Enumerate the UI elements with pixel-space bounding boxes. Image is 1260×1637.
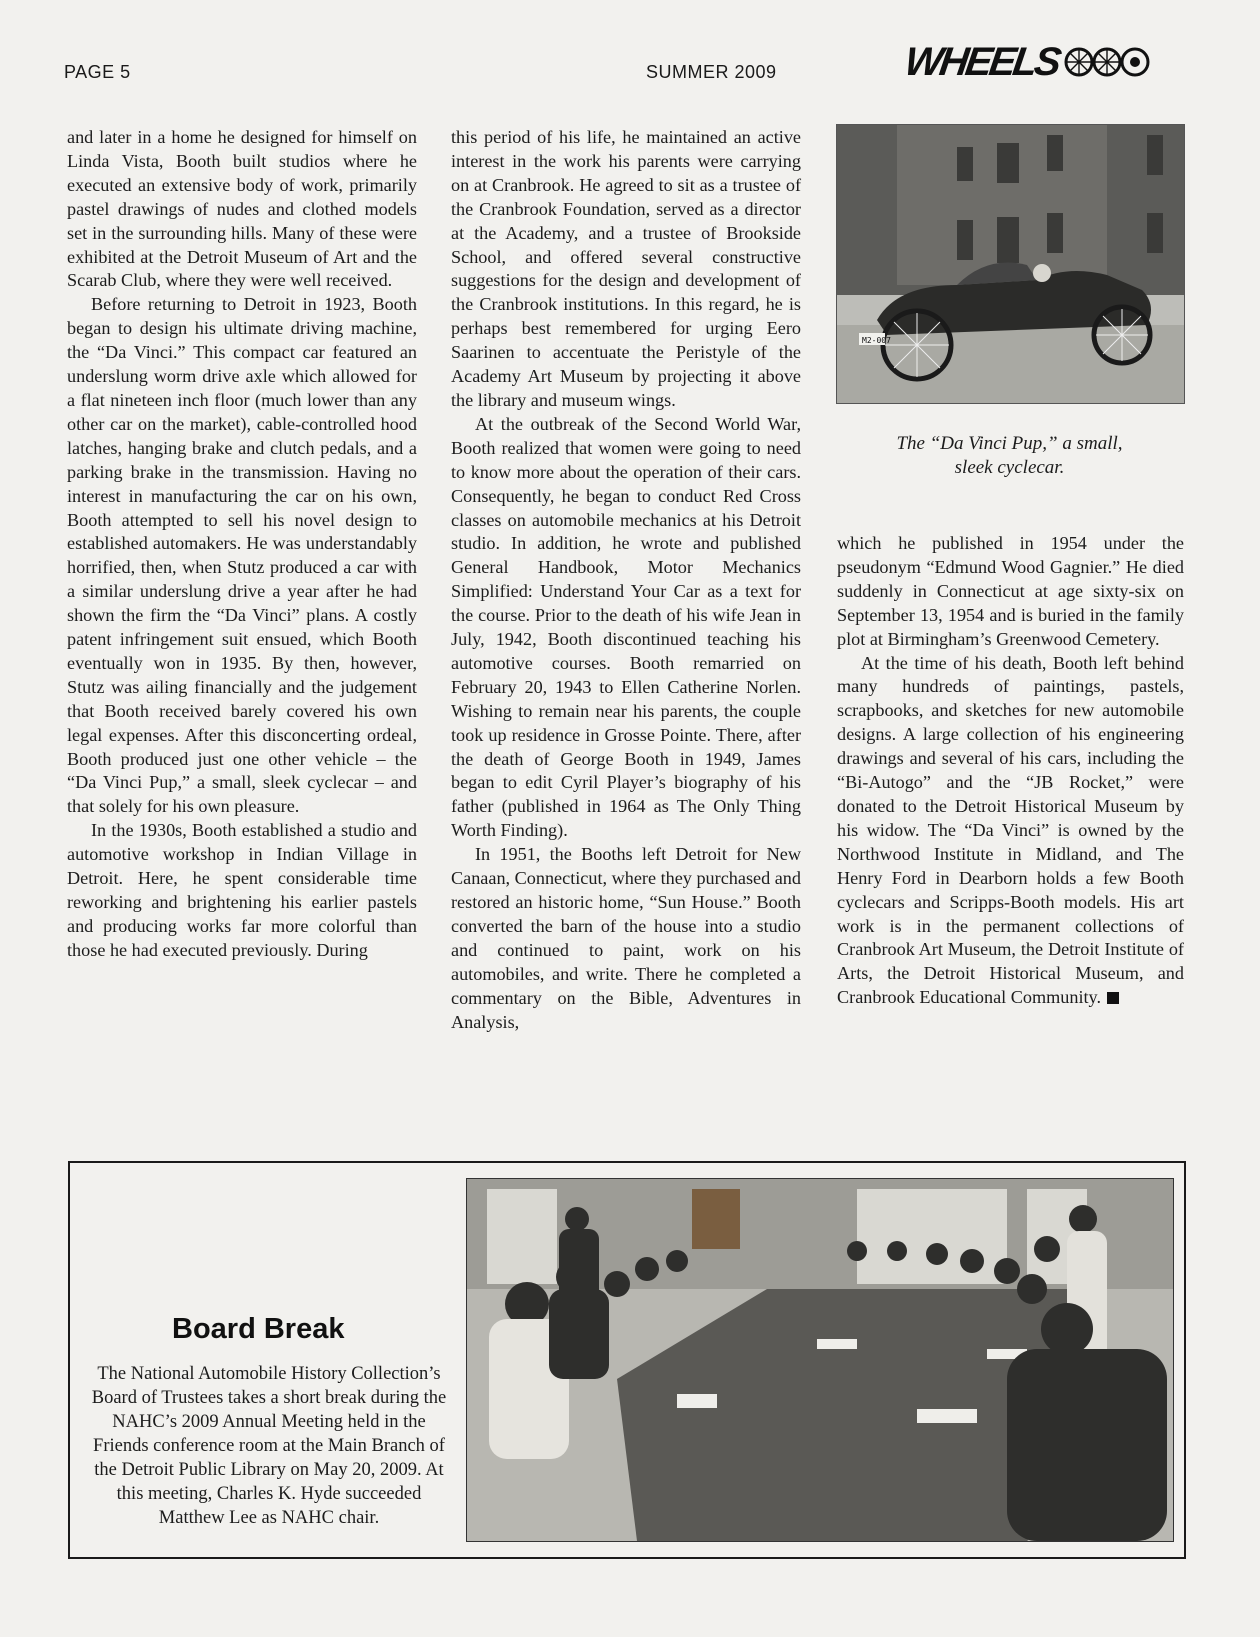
issue-date: SUMMER 2009 (646, 62, 777, 82)
article-column-3 (837, 532, 1184, 1010)
paragraph: and later in a home he designed for himself on Linda Vista, Booth built studios where he executed an extensive body of work, primarily pastel drawings of nudes and clothed models set in the surrounding hills. Many of these were exhibited at the Detroit Museum of Art and the Scarab Club, where they were well received. (67, 127, 417, 291)
paragraph-with-end-mark (837, 652, 1184, 1011)
masthead (901, 39, 1175, 84)
paragraph: this period of his life, he maintained an active interest in the work his parents were carrying on at Cranbrook. He agreed to sit as a trustee of the Cranbrook Foundation, served as a director at the Academy, and a trustee of Brookside School, and offered several constructive suggestions for the design and development of the Cranbrook institutions. In this regard, he is perhaps best remembered for urging Eero Saarinen to accentuate the Peristyle of the Academy Art Museum by projecting it above the library and museum wings. (451, 127, 801, 410)
paragraph: Before returning to Detroit in 1923, Booth began to design his ultimate driving machine, the “Da Vinci.” This compact car featured an underslung worm drive axle which allowed for a flat nineteen inch floor (much lower than any other car on the market), cable-controlled hood latches, hanging brake and clutch pedals, and a parking brake in the transmission. Having no interest in manufacturing the car on his own, Booth attempted to sell his novel design to established automakers. He was understandably horrified, then, when Stutz produced a car with a similar underslung drive a year after he had shown the firm the “Da Vinci” plans. A costly patent infringement suit ensued, which Booth eventually won in 1935. By then, however, Stutz was ailing financially and the judgement that Booth received barely covered his own legal expenses. After this disconcerting ordeal, Booth produced just one other vehicle – the “Da Vinci Pup,” a small, sleek cyclecar – and that solely for his own pleasure. (67, 294, 417, 817)
license-plate: M2-007 (862, 336, 891, 345)
paragraph-text: At the time of his death, Booth left behind many hundreds of paintings, pastels, scrapbooks, and sketches for new automobile designs. A large collection of his engineering drawings and several of his cars, including the “Bi-Autogo” and the “JB Rocket,” were donated to the Detroit Historical Museum by his widow. The “Da Vinci” is owned by the Northwood Institute in Midland, and The Henry Ford in Dearborn holds a few Booth cyclecars and Scripps-Booth models. His art work is in the permanent collections of Cranbrook Art Museum, the Detroit Institute of Arts, the Detroit Historical Museum, and Cranbrook Educational Community. (837, 652, 1184, 1008)
paragraph: In 1951, the Booths left Detroit for New Canaan, Connecticut, where they purchased and restored an historic home, “Sun House.” Booth converted the barn of the house into a studio and continued to paint, work on his automobiles, and write. There he completed a commentary on the Bible, Adventures in Analysis, (451, 844, 801, 1032)
paragraph: In the 1930s, Booth established a studio and automotive workshop in Indian Village in Detroit. Here, he spent considerable time reworking and brightening his earlier pastels and producing works far more colorful than those he had executed previously. During (67, 820, 417, 960)
board-meeting-photo (466, 1178, 1174, 1542)
board-break-caption: The National Automobile History Collection’s Board of Trustees takes a short break during the NAHC’s 2009 Annual Meeting held in the Friends conference room at the Main Branch of the Detroit Public Library on May 20, 2009. At this meeting, Charles K. Hyde succeeded Matthew Lee as NAHC chair. (91, 1364, 447, 1528)
masthead-title: WHEELS (901, 39, 1062, 84)
da-vinci-pup-photo (836, 124, 1185, 404)
article-column-1 (67, 126, 417, 963)
wheels-logo-icon (1062, 44, 1158, 80)
photo-caption (836, 432, 1183, 480)
paragraph: which he published in 1954 under the pseudonym “Edmund Wood Gagnier.” He died suddenly in Connecticut at age sixty-six on September 13, 1954 and is buried in the family plot at Birmingham’s Greenwood Cemetery. (837, 533, 1184, 649)
board-break-title: Board Break (172, 1313, 345, 1345)
article-column-2 (451, 126, 801, 1034)
caption-line: sleek cyclecar. (954, 457, 1065, 478)
caption-line: The “Da Vinci Pup,” a small, (896, 433, 1123, 454)
paragraph: At the outbreak of the Second World War, Booth realized that women were going to need to know more about the operation of their cars. Consequently, he began to conduct Red Cross classes on automobile mechanics at his Detroit studio. In addition, he wrote and published General Handbook, Motor Mechanics Simplified: Understand Your Car as a text for the course. Prior to the death of his wife Jean in July, 1942, Booth discontinued teaching his automotive courses. Booth remarried on February 20, 1943 to Ellen Catherine Norlen. Wishing to remain near his parents, the couple took up residence in Grosse Pointe. There, after the death of George Booth in 1949, James began to edit Cyril Player’s biography of his father (published in 1964 as The Only Thing Worth Finding). (451, 413, 801, 841)
end-mark-icon (1107, 992, 1119, 1004)
page-number: PAGE 5 (64, 62, 131, 82)
